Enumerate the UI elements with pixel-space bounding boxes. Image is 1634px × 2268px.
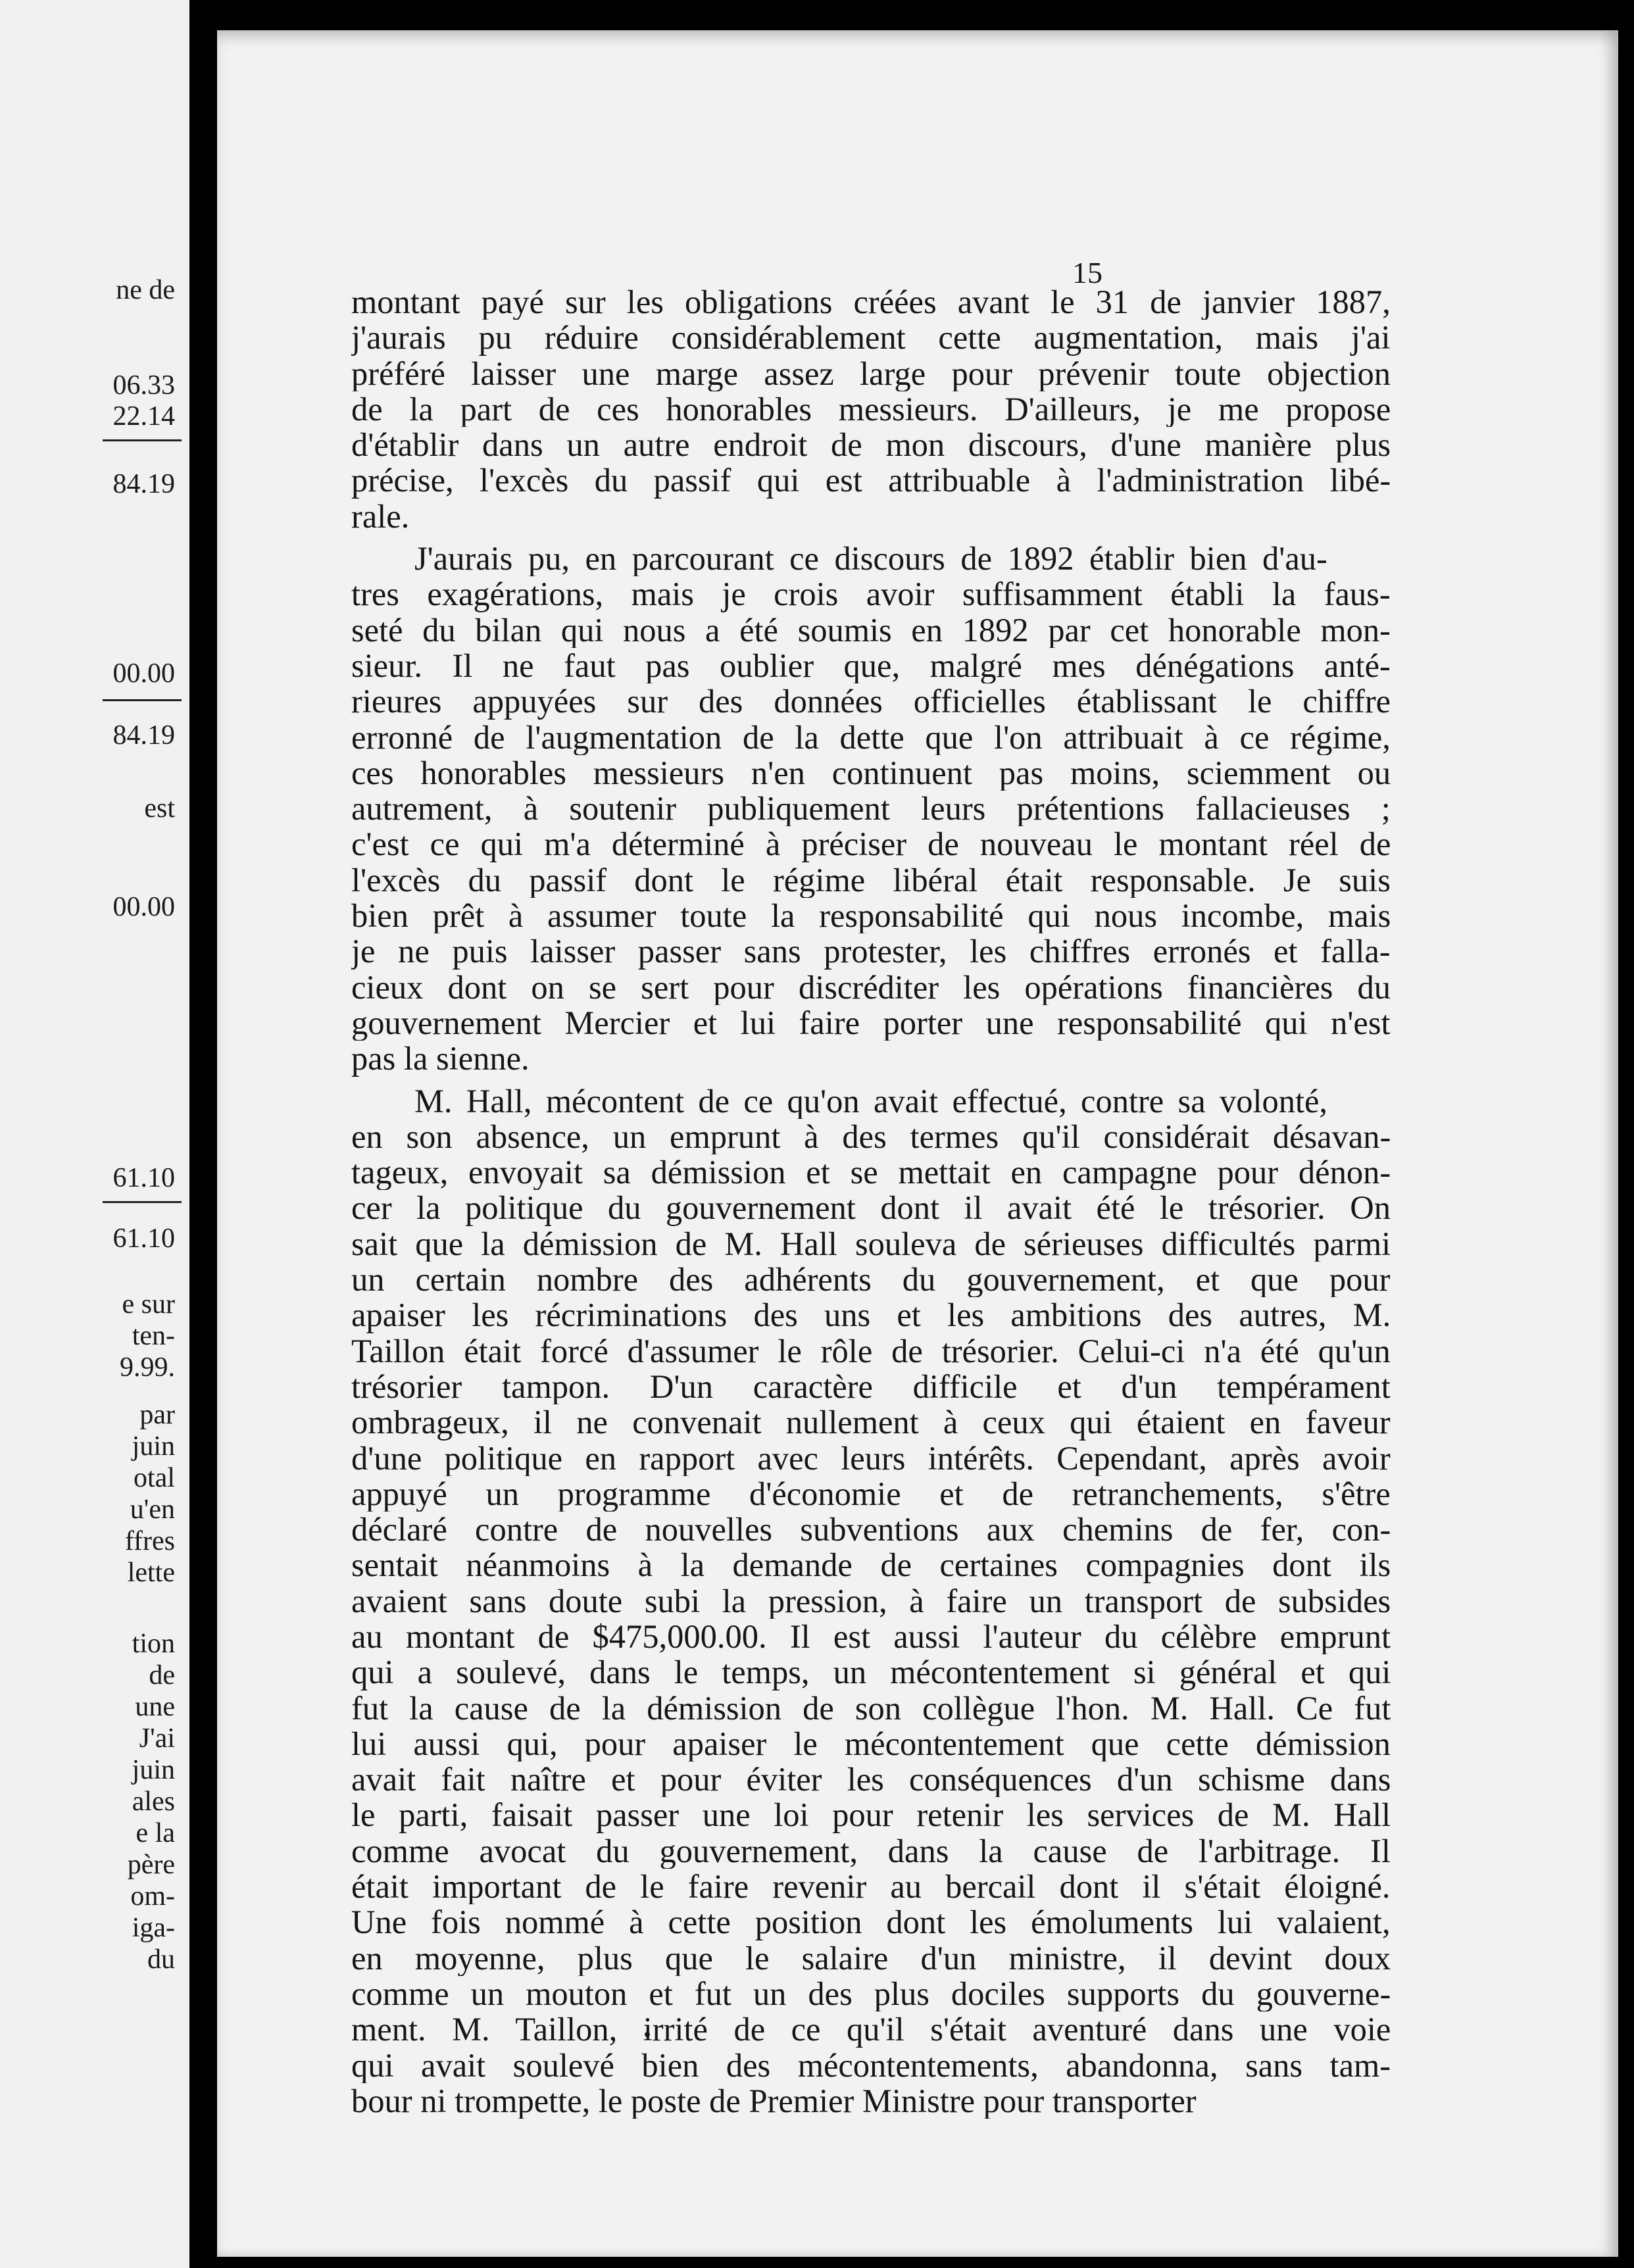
text-line: avait fait naître et pour éviter les conséquences d'un schisme dans xyxy=(351,1762,1391,1798)
previous-page-fragment: lette xyxy=(127,1558,175,1588)
text-line: le parti, faisait passer une loi pour retenir les services de M. Hall xyxy=(351,1797,1391,1833)
text-line: comme avocat du gouvernement, dans la cause de l'arbitrage. Il xyxy=(351,1833,1391,1869)
text-line: préféré laisser une marge assez large pour prévenir toute objection xyxy=(351,355,1391,391)
previous-page-fragment: ten- xyxy=(132,1321,175,1351)
text-line: je ne puis laisser passer sans protester, les chiffres erronés et falla- xyxy=(351,933,1391,970)
text-line: tres exagérations, mais je crois avoir suffisamment établi la faus- xyxy=(351,576,1391,612)
text-line: rieures appuyées sur des données officielles établissant le chiffre xyxy=(351,683,1391,720)
previous-page-fragment: 84.19 xyxy=(112,720,175,751)
text-line: au montant de $475,000.00. Il est aussi l'auteur du célèbre emprunt xyxy=(351,1618,1391,1655)
text-line: erronné de l'augmentation de la dette que l'on attribuait à ce régime, xyxy=(351,719,1391,755)
text-line: appuyé un programme d'économie et de retranchements, s'être xyxy=(351,1475,1391,1512)
paragraph-2 xyxy=(351,541,1391,1076)
previous-page-fragment: e la xyxy=(136,1818,175,1848)
text-line: était important de le faire revenir au bercail dont il s'était éloigné. xyxy=(351,1869,1391,1905)
text-line: j'aurais pu réduire considérablement cette augmentation, mais j'ai xyxy=(351,320,1391,356)
text-line: déclaré contre de nouvelles subventions aux chemins de fer, con- xyxy=(351,1512,1391,1548)
previous-page-fragment: tion xyxy=(132,1629,175,1659)
previous-page-fragment: 00.00 xyxy=(112,892,175,922)
text-line: lui aussi qui, pour apaiser le mécontentement que cette démission xyxy=(351,1725,1391,1762)
text-line: qui a soulevé, dans le temps, un mécontentement si général et qui xyxy=(351,1654,1391,1690)
text-line: bien prêt à assumer toute la responsabilité qui nous incombe, mais xyxy=(351,898,1391,934)
paragraph-3 xyxy=(351,1083,1391,2119)
text-line: avaient sans doute subi la pression, à faire un transport de subsides xyxy=(351,1583,1391,1619)
previous-page-fragment: otal xyxy=(134,1463,175,1493)
previous-page-fragment: ffres xyxy=(124,1526,175,1556)
previous-page-fragment: 06.33 xyxy=(112,370,175,401)
previous-page-fragment: juin xyxy=(132,1755,175,1785)
text-line: un certain nombre des adhérents du gouvernement, et que pour xyxy=(351,1262,1391,1298)
page-number: 15 xyxy=(1072,256,1102,289)
previous-page-fragment: om- xyxy=(130,1881,175,1911)
previous-page-fragment: 61.10 xyxy=(112,1163,175,1193)
text-line: apaiser les récriminations des uns et les ambitions des autres, M. xyxy=(351,1297,1391,1333)
previous-page-fragment: 22.14 xyxy=(112,401,175,431)
text-line: de la part de ces honorables messieurs. D'ailleurs, je me propose xyxy=(351,391,1391,428)
text-line: qui avait soulevé bien des mécontentements, abandonna, sans tam- xyxy=(351,2047,1391,2083)
text-line: pas la sienne. xyxy=(351,1041,530,1077)
sum-rule xyxy=(103,1201,182,1203)
paragraph-1 xyxy=(351,284,1391,534)
text-line: d'établir dans un autre endroit de mon discours, d'une manière plus xyxy=(351,427,1391,463)
text-line: Une fois nommé à cette position dont les émoluments lui valaient, xyxy=(351,1904,1391,1940)
previous-page-edge xyxy=(0,0,189,2268)
text-line: montant payé sur les obligations créées avant le 31 de janvier 1887, xyxy=(351,284,1391,320)
text-line: Taillon était forcé d'assumer le rôle de trésorier. Celui-ci n'a été qu'un xyxy=(351,1333,1391,1369)
text-line: gouvernement Mercier et lui faire porter une responsabilité qui n'est xyxy=(351,1004,1391,1041)
previous-page-fragment: ne de xyxy=(116,275,175,305)
previous-page-fragment: juin xyxy=(132,1431,175,1462)
text-line: précise, l'excès du passif qui est attribuable à l'administration libé- xyxy=(351,462,1391,499)
previous-page-fragment: e sur xyxy=(122,1289,175,1319)
text-line: M. Hall, mécontent de ce qu'on avait effectué, contre sa volonté, xyxy=(414,1083,1328,1119)
text-line: sieur. Il ne faut pas oublier que, malgré mes dénégations anté- xyxy=(351,647,1391,684)
sum-rule xyxy=(103,699,182,701)
text-line: rale. xyxy=(351,498,410,535)
previous-page-fragment: père xyxy=(127,1850,175,1880)
body-text xyxy=(351,284,1391,2119)
text-line: trésorier tampon. D'un caractère difficile et d'un tempérament xyxy=(351,1368,1391,1405)
sum-rule xyxy=(103,439,182,441)
previous-page-fragment: ales xyxy=(132,1787,175,1817)
text-line: sentait néanmoins à la demande de certaines compagnies dont ils xyxy=(351,1547,1391,1583)
text-line: ces honorables messieurs n'en continuent pas moins, sciemment ou xyxy=(351,754,1391,791)
text-line: J'aurais pu, en parcourant ce discours de 1892 établir bien d'au- xyxy=(414,541,1327,577)
text-line: tageux, envoyait sa démission et se mettait en campagne pour dénon- xyxy=(351,1154,1391,1191)
text-line: c'est ce qui m'a déterminé à préciser de nouveau le montant réel de xyxy=(351,826,1391,862)
text-line: cer la politique du gouvernement dont il avait été le trésorier. On xyxy=(351,1190,1391,1226)
text-line: en moyenne, plus que le salaire d'un ministre, il devint doux xyxy=(351,1940,1391,1976)
previous-page-fragment: 9.99. xyxy=(120,1352,175,1383)
previous-page-fragment: u'en xyxy=(130,1494,175,1525)
text-line: cieux dont on se sert pour discréditer les opérations financières du xyxy=(351,969,1391,1005)
previous-page-fragment: de xyxy=(149,1660,175,1690)
previous-page-fragment: 84.19 xyxy=(112,469,175,499)
previous-page-fragment: est xyxy=(144,793,175,824)
previous-page-fragment: 00.00 xyxy=(112,658,175,689)
previous-page-fragment: 61.10 xyxy=(112,1223,175,1254)
text-line: l'excès du passif dont le régime libéral était responsable. Je suis xyxy=(351,862,1391,899)
text-line: en son absence, un emprunt à des termes qu'il considérait désavan- xyxy=(351,1118,1391,1155)
text-line: ombrageux, il ne convenait nullement à ceux qui étaient en faveur xyxy=(351,1404,1391,1441)
previous-page-fragment: J'ai xyxy=(139,1723,175,1754)
previous-page-fragment: par xyxy=(139,1400,175,1430)
text-line: autrement, à soutenir publiquement leurs prétentions fallacieuses ; xyxy=(351,791,1391,827)
previous-page-fragment: une xyxy=(135,1692,175,1722)
text-line: fut la cause de la démission de son collègue l'hon. M. Hall. Ce fut xyxy=(351,1690,1391,1726)
text-line: ment. M. Taillon, irrité de ce qu'il s'était aventuré dans une voie xyxy=(351,2011,1391,2048)
previous-page-fragment: du xyxy=(147,1944,175,1975)
text-line: seté du bilan qui nous a été soumis en 1892 par cet honorable mon- xyxy=(351,612,1391,648)
text-line: comme un mouton et fut un des plus dociles supports du gouverne- xyxy=(351,1975,1391,2012)
previous-page-fragment: iga- xyxy=(132,1913,175,1943)
text-line: sait que la démission de M. Hall souleva de sérieuses difficultés parmi xyxy=(351,1225,1391,1262)
text-line: d'une politique en rapport avec leurs intérêts. Cependant, après avoir xyxy=(351,1440,1391,1476)
text-line: bour ni trompette, le poste de Premier Ministre pour transporter xyxy=(351,2083,1197,2119)
